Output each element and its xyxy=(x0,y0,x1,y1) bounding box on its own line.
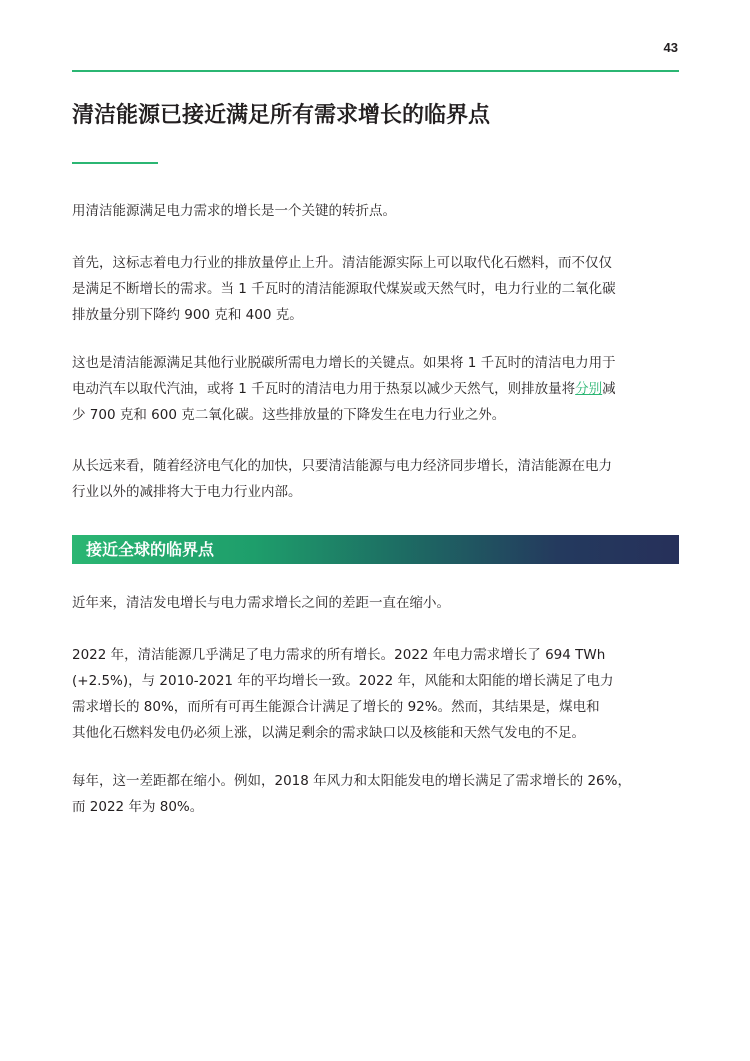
text-line: 这也是清洁能源满足其他行业脱碳所需电力增长的关键点。如果将 1 千瓦时的清洁电力用于 xyxy=(72,355,616,371)
text-line: 需求增长的 80%，而所有可再生能源合计满足了增长的 92%。然而，其结果是，煤电和 xyxy=(72,699,600,715)
paragraph xyxy=(72,453,682,505)
text-line: 首先，这标志着电力行业的排放量停止上升。清洁能源实际上可以取代化石燃料，而不仅仅 xyxy=(72,255,612,271)
text-line xyxy=(72,376,682,402)
section-title: 接近全球的临界点 xyxy=(86,540,215,559)
reference-link[interactable]: 分别 xyxy=(575,381,603,397)
section-header-bar xyxy=(72,535,679,564)
text-segment: 减 xyxy=(602,381,616,397)
page-title: 清洁能源已接近满足所有需求增长的临界点 xyxy=(72,103,491,128)
text-segment: 电动汽车以取代汽油，或将 1 千瓦时的清洁电力用于热泵以减少天然气，则排放量将 xyxy=(72,381,576,397)
text-line: 2022 年，清洁能源几乎满足了电力需求的所有增长。2022 年电力需求增长了 694 TWh xyxy=(72,647,606,663)
top-divider xyxy=(72,70,679,72)
paragraph xyxy=(72,250,682,328)
paragraph xyxy=(72,590,682,616)
text-line: 行业以外的减排将大于电力行业内部。 xyxy=(72,484,302,500)
paragraph xyxy=(72,768,682,820)
paragraph xyxy=(72,198,682,224)
title-underline xyxy=(72,162,158,164)
text-line: 从长远来看，随着经济电气化的加快，只要清洁能源与电力经济同步增长，清洁能源在电力 xyxy=(72,458,612,474)
paragraph xyxy=(72,642,682,746)
text-line: 用清洁能源满足电力需求的增长是一个关键的转折点。 xyxy=(72,203,396,219)
text-line: 其他化石燃料发电仍必须上涨，以满足剩余的需求缺口以及核能和天然气发电的不足。 xyxy=(72,725,585,741)
text-line: 而 2022 年为 80%。 xyxy=(72,799,204,815)
page-number: 43 xyxy=(663,40,678,55)
text-line: (+2.5%)，与 2010-2021 年的平均增长一致。2022 年，风能和太阳能的增长满足了电力 xyxy=(72,673,614,689)
text-line: 排放量分别下降约 900 克和 400 克。 xyxy=(72,307,303,323)
text-line: 少 700 克和 600 克二氧化碳。这些排放量的下降发生在电力行业之外。 xyxy=(72,407,506,423)
text-line: 每年，这一差距都在缩小。例如，2018 年风力和太阳能发电的增长满足了需求增长的 26%， xyxy=(72,773,631,789)
text-line: 是满足不断增长的需求。当 1 千瓦时的清洁能源取代煤炭或天然气时，电力行业的二氧化碳 xyxy=(72,281,616,297)
text-line: 近年来，清洁发电增长与电力需求增长之间的差距一直在缩小。 xyxy=(72,595,450,611)
paragraph xyxy=(72,350,682,428)
